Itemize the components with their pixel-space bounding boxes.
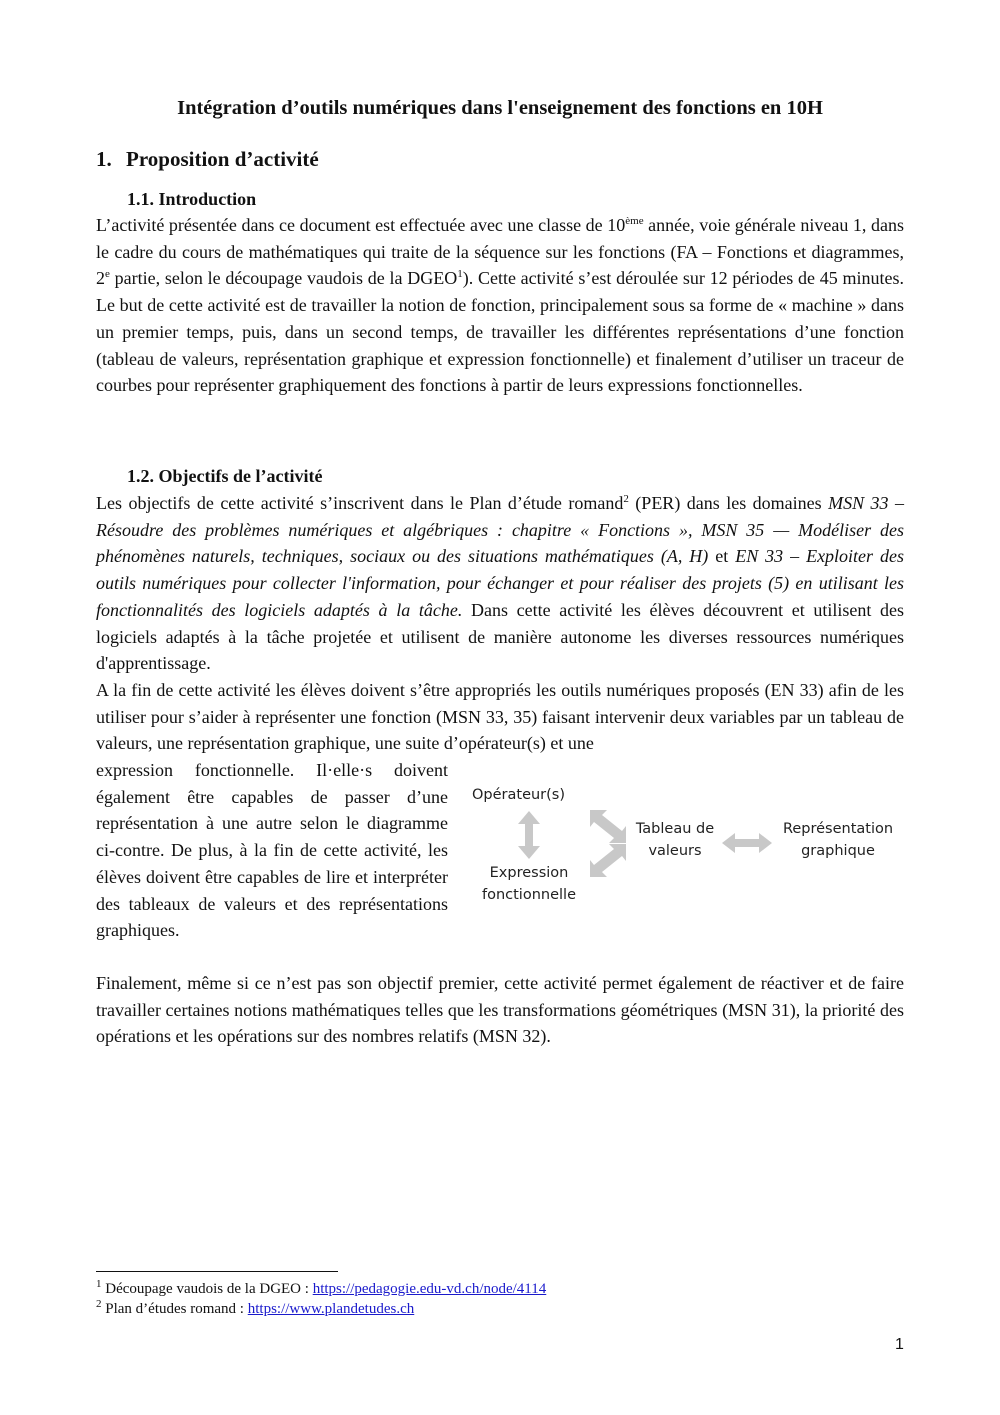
text-run: année, voie générale niveau 1, dans le cadre du cours de mathématiques qui traite de la séquence sur les fonctions (FA – Fonctions et diagrammes, 2: [96, 215, 905, 289]
goals-paragraph-wrapped: expression fonctionnelle. Il·elle·s doivent également être capables de passer d’une représentation à une autre selon le diagramme ci-contre. De plus, à la fin de cette activité, les élèves doivent être capables de lire et interpréter des tableaux de valeurs et des représentations graphiques.: [96, 760, 448, 941]
representations-diagram: [460, 776, 910, 926]
page-number: 1: [895, 1336, 904, 1353]
text-run: ). Cette activité s’est déroulée sur 12 périodes de 45 minutes. Le but de cette activité est de travailler la notion de fonction, principalement sous sa forme de « machine » dans un premier temps, puis, dans un second temps, de travailler les différentes représentations d’une fonction (tableau de valeurs, représentation graphique et expression fonctionnelle) et finalement d’utiliser un traceur de courbes pour représenter graphiquement des fonctions à partir de leurs expressions fonctionnelles.: [96, 268, 905, 396]
text-run: Les objectifs de cette activité s’inscrivent dans le Plan d’étude romand: [96, 493, 624, 513]
footnote-2: [96, 1298, 415, 1318]
label-expression: [470, 862, 588, 906]
footnote-text: Découpage vaudois de la DGEO :: [105, 1281, 313, 1297]
goals-paragraph: A la fin de cette activité les élèves doivent s’être appropriés les outils numériques proposés (EN 33) afin de les utiliser pour s’aider à représenter une fonction (MSN 33, 35) faisant intervenir deux variables par un tableau de valeurs, une représentation graphique, une suite d’opérateur(s) et une: [96, 680, 904, 754]
footnote-link[interactable]: https://www.plandetudes.ch: [247, 1301, 415, 1317]
text-run: Dans cette activité les élèves découvrent et utilisent des logiciels adaptés à la tâche projetée et utilisent de manière autonome les diverses ressources numériques d'apprentissage.: [96, 599, 904, 674]
label-graph: [774, 818, 902, 862]
section-title: Proposition d’activité: [126, 147, 319, 171]
section-number: 1.: [96, 147, 112, 171]
text-run: L’activité présentée dans ce document est effectuée avec une classe de 10: [96, 215, 626, 235]
label-expression-line2: fonctionnelle: [481, 887, 576, 903]
footnote-separator: [96, 1271, 338, 1272]
footnote-1: [96, 1278, 547, 1298]
double-arrow-vertical-icon: [518, 811, 540, 859]
label-table-line1: Tableau de: [635, 821, 715, 837]
label-graph-line1: Représentation: [782, 821, 894, 837]
text-run: (PER) dans les domaines: [628, 493, 829, 513]
footnote-ref-2[interactable]: 2: [623, 493, 629, 505]
label-table: [620, 818, 730, 862]
label-operators: Opérateur(s): [472, 787, 566, 803]
footnote-number: 2: [96, 1298, 102, 1310]
section-heading-1: [96, 147, 319, 172]
subsection-heading-objectives: 1.2. Objectifs de l’activité: [127, 466, 323, 486]
italic-domain-msn: MSN 33 – Résoudre des problèmes numériques et algébriques : chapitre « Fonctions », MSN 35 — Modéliser des phénomènes naturels, techniques, sociaux ou des situations mathématiques (A, H): [96, 493, 905, 567]
footnote-ref-1[interactable]: 1: [457, 268, 463, 281]
footnote-number: 1: [96, 1278, 102, 1290]
superscript: ème: [625, 215, 644, 227]
label-expression-line1: Expression: [489, 865, 569, 881]
subsection-heading-introduction: 1.1. Introduction: [127, 189, 257, 209]
label-graph-line2: graphique: [801, 843, 875, 859]
objectives-paragraph: [96, 490, 904, 677]
introduction-paragraph: [96, 212, 904, 399]
text-run: partie, selon le découpage vaudois de la DGEO: [109, 268, 458, 289]
label-table-line2: valeurs: [648, 843, 702, 859]
final-paragraph: Finalement, même si ce n’est pas son objectif premier, cette activité permet également de réactiver et de faire travailler certaines notions mathématiques telles que les transformations géométriques (MSN 31), la priorité des opérations et les opérations sur des nombres relatifs (MSN 32).: [96, 973, 904, 1047]
text-run: et: [708, 546, 736, 567]
italic-domain-en: EN 33 – Exploiter des outils numériques pour collecter l'information, pour échanger et pour réaliser des projets (5) en utilisant les fonctionnalités des logiciels adaptés à la tâche.: [96, 546, 904, 620]
superscript: e: [105, 268, 110, 281]
document-title: Intégration d’outils numériques dans l'enseignement des fonctions en 10H: [177, 97, 823, 119]
footnote-link[interactable]: https://pedagogie.edu-vd.ch/node/4114: [312, 1281, 547, 1297]
footnote-text: Plan d’études romand :: [105, 1301, 248, 1317]
